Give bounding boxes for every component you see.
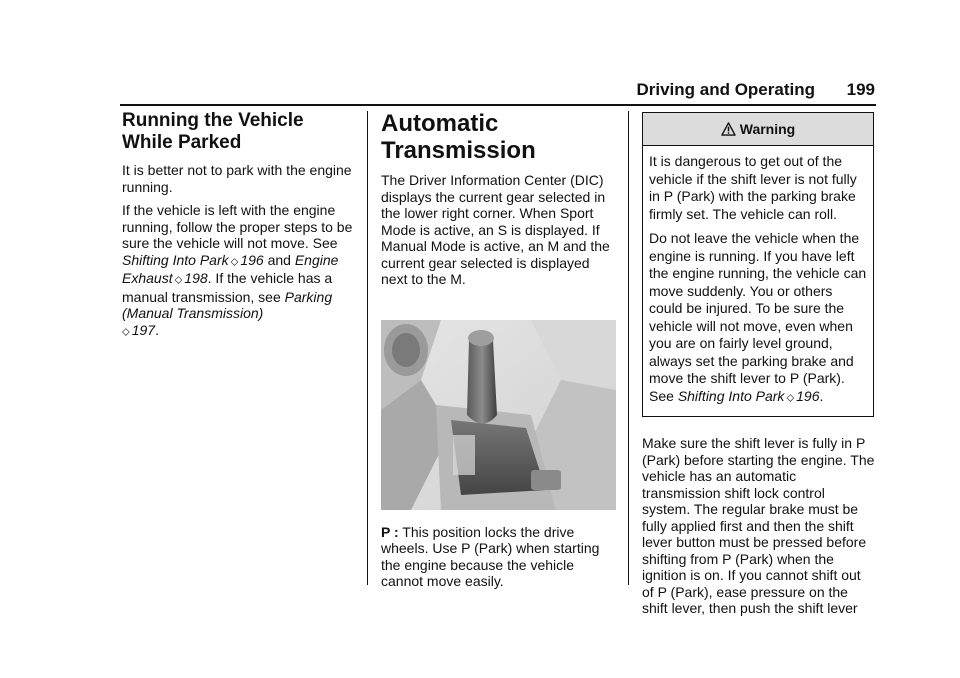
xref-page-198[interactable]: 198	[184, 270, 208, 286]
header-section-title: Driving and Operating	[636, 80, 815, 99]
xref-page-196[interactable]: 196	[796, 387, 820, 404]
page-reference-arrow-icon: ⬦	[230, 255, 239, 268]
header-rule	[120, 104, 876, 106]
paragraph-park-running: It is better not to park with the engine running.	[122, 162, 352, 195]
column-divider-1	[367, 111, 368, 585]
warning-paragraph-1: It is dangerous to get out of the vehicle if the shift lever is not fully in P (Park) with the parking brake firmly set. The vehicle can roll.	[649, 153, 857, 222]
text: .	[155, 321, 159, 338]
column-running-parked	[122, 110, 354, 347]
paragraph-dic: The Driver Information Center (DIC) displays the current gear selected in the lower right corner. When Sport Mode is active, an S is displayed. If Manual Mode is active, an M and the current gear selected is displayed next to the M.	[381, 172, 610, 287]
section-title-automatic: Automatic Transmission	[381, 110, 536, 164]
section-title-running-parked: Running the Vehicle While Parked	[122, 110, 304, 153]
page-number: 199	[846, 80, 875, 99]
gear-label-p: P :	[381, 523, 399, 540]
warning-heading: Warning	[739, 121, 796, 137]
column-automatic	[381, 110, 616, 597]
text: If the vehicle is left with the engine running, follow the proper steps to be sure the vehicle will not move. See	[122, 202, 353, 251]
text-and: and	[267, 251, 291, 268]
column-divider-2	[628, 111, 629, 585]
text: .	[819, 387, 824, 404]
page-reference-arrow-icon: ⬦	[174, 274, 183, 286]
xref-parking-manual[interactable]: Parking (Manual Transmission)	[122, 288, 333, 321]
warning-triangle-icon	[721, 122, 736, 136]
xref-page-197[interactable]: 197	[131, 321, 156, 338]
paragraph-shift-lock: Make sure the shift lever is fully in P (Park) before starting the engine. The vehicle has an automatic transmission shift lock control system. The regular brake must be fully applied first and then the shift lever button must be pressed before shifting from P (Park) when the ignition is on. If you cannot shift out of P (Park), ease pressure on the shift lever, then push the shift lever	[642, 435, 875, 616]
page-reference-arrow-icon: ⬦	[786, 391, 795, 404]
warning-paragraph-2	[649, 230, 867, 407]
shift-lever-photo	[381, 320, 616, 510]
warning-box	[642, 112, 874, 417]
column-warning	[642, 110, 875, 624]
page-reference-arrow-icon: ⬦	[122, 325, 130, 338]
warning-body	[643, 146, 873, 416]
paragraph-left-running	[122, 202, 354, 340]
warning-header	[643, 113, 873, 146]
xref-page-196[interactable]: 196	[240, 251, 264, 268]
xref-engine-exhaust[interactable]: Engine Exhaust	[122, 251, 339, 286]
text: . If the vehicle has a manual transmission, see	[122, 270, 333, 305]
park-description: This position locks the drive wheels. Use P (Park) when starting the engine because the vehicle cannot move easily.	[381, 523, 600, 589]
xref-shifting-into-park[interactable]: Shifting Into Park	[122, 251, 229, 268]
paragraph-park-position	[381, 524, 616, 590]
xref-shifting-into-park[interactable]: Shifting Into Park	[677, 387, 785, 404]
text: Do not leave the vehicle when the engine is running. If you have left the engine running, the vehicle can move suddenly. You or others could be injured. To be sure the vehicle will not move, even when you are on fairly level ground, always set the parking brake and move the shift lever to P (Park). See	[649, 230, 867, 404]
